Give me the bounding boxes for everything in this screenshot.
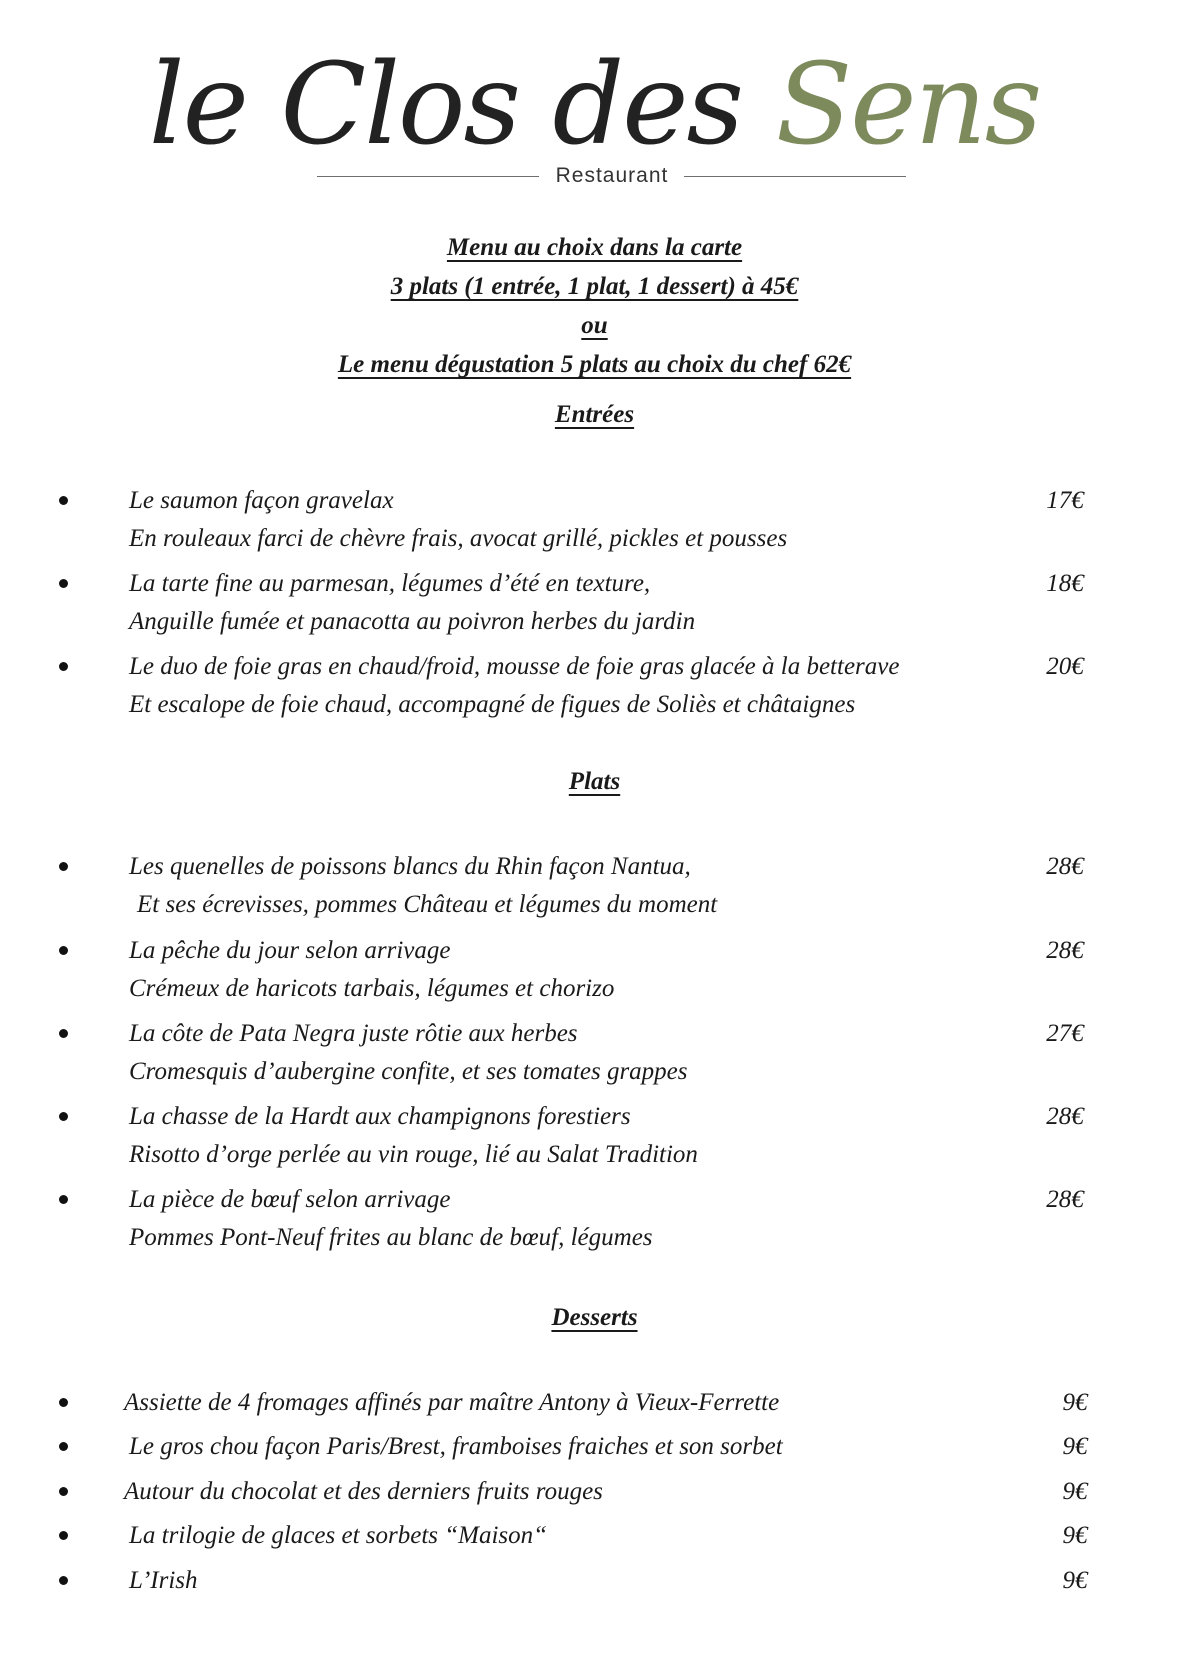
bullet-icon — [59, 662, 68, 671]
menu-intro — [0, 228, 1189, 384]
item-price: 9€ — [1062, 1389, 1088, 1416]
bullet-icon — [59, 1576, 68, 1585]
logo-divider-left — [317, 176, 539, 177]
intro-line-1: Menu au choix dans la carte — [446, 234, 743, 261]
logo-wordmark — [0, 30, 1189, 180]
item-name: Assiette de 4 fromages affinés par maître Antony à Vieux-Ferrette — [124, 1389, 780, 1416]
intro-line-4: Le menu dégustation 5 plats au choix du chef 62€ — [337, 351, 852, 378]
item-price: 9€ — [1062, 1522, 1088, 1549]
bullet-icon — [59, 946, 68, 955]
bullet-icon — [59, 1442, 68, 1451]
item-name: L’Irish — [129, 1567, 198, 1594]
bullet-icon — [59, 1398, 68, 1407]
logo-divider-right — [684, 176, 906, 177]
section-title-plats: Plats — [568, 768, 621, 795]
bullet-icon — [59, 1112, 68, 1121]
item-description: Et escalope de foie chaud, accompagné de figues de Soliès et châtaignes — [129, 691, 856, 718]
item-price: 17€ — [1046, 487, 1084, 514]
logo-text-main: le Clos des — [148, 40, 776, 170]
item-name: La trilogie de glaces et sorbets “Maison“ — [129, 1522, 548, 1549]
item-name: Le saumon façon gravelax — [129, 487, 394, 514]
bullet-icon — [59, 1531, 68, 1540]
item-price: 20€ — [1046, 653, 1084, 680]
intro-line-3: ou — [581, 312, 608, 339]
intro-line-2: 3 plats (1 entrée, 1 plat, 1 dessert) à 45€ — [390, 273, 799, 300]
item-description: En rouleaux farci de chèvre frais, avocat grillé, pickles et pousses — [129, 525, 788, 552]
bullet-icon — [59, 1487, 68, 1496]
logo-subtitle: Restaurant — [555, 164, 669, 187]
bullet-icon — [59, 496, 68, 505]
item-description: Pommes Pont-Neuf frites au blanc de bœuf, légumes — [129, 1224, 653, 1251]
item-description: Et ses écrevisses, pommes Château et légumes du moment — [137, 891, 718, 918]
logo-text-accent: Sens — [775, 40, 1041, 170]
item-name: Le gros chou façon Paris/Brest, framboises fraiches et son sorbet — [129, 1433, 783, 1460]
item-price: 9€ — [1062, 1478, 1088, 1505]
item-name: Autour du chocolat et des derniers fruits rouges — [124, 1478, 603, 1505]
item-name: La côte de Pata Negra juste rôtie aux herbes — [129, 1020, 578, 1047]
section-title-entrees: Entrées — [554, 401, 635, 428]
item-name: La tarte fine au parmesan, légumes d’été en texture, — [129, 570, 651, 597]
item-name: Les quenelles de poissons blancs du Rhin façon Nantua, — [129, 853, 691, 880]
item-name: La pêche du jour selon arrivage — [129, 937, 451, 964]
item-name: La chasse de la Hardt aux champignons forestiers — [129, 1103, 631, 1130]
item-price: 28€ — [1046, 853, 1084, 880]
item-description: Risotto d’orge perlée au vin rouge, lié au Salat Tradition — [129, 1141, 698, 1168]
item-name: Le duo de foie gras en chaud/froid, mousse de foie gras glacée à la betterave — [129, 653, 900, 680]
item-price: 27€ — [1046, 1020, 1084, 1047]
restaurant-logo — [0, 30, 1189, 200]
item-description: Crémeux de haricots tarbais, légumes et chorizo — [129, 975, 615, 1002]
section-title-desserts: Desserts — [551, 1304, 638, 1331]
bullet-icon — [59, 862, 68, 871]
item-price: 28€ — [1046, 1186, 1084, 1213]
item-description: Anguille fumée et panacotta au poivron herbes du jardin — [129, 608, 696, 635]
bullet-icon — [59, 1029, 68, 1038]
bullet-icon — [59, 579, 68, 588]
item-price: 9€ — [1062, 1433, 1088, 1460]
item-price: 28€ — [1046, 937, 1084, 964]
item-price: 18€ — [1046, 570, 1084, 597]
item-price: 28€ — [1046, 1103, 1084, 1130]
bullet-icon — [59, 1195, 68, 1204]
item-price: 9€ — [1062, 1567, 1088, 1594]
item-name: La pièce de bœuf selon arrivage — [129, 1186, 451, 1213]
item-description: Cromesquis d’aubergine confite, et ses tomates grappes — [129, 1058, 688, 1085]
